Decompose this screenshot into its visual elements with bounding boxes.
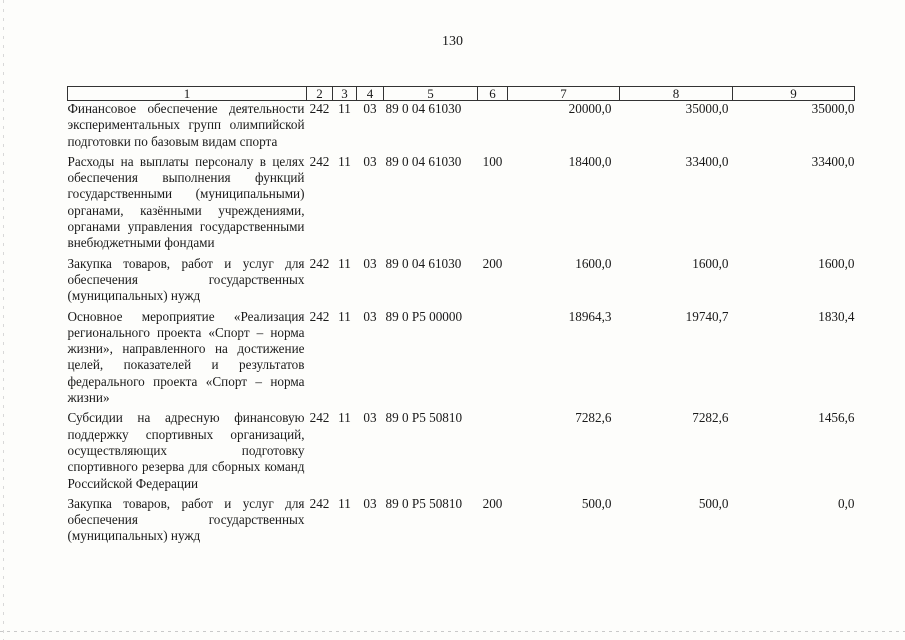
column-header-2: 2 xyxy=(307,87,333,101)
table-row xyxy=(68,496,855,545)
column-header-7: 7 xyxy=(508,87,620,101)
row-code-3: 11 xyxy=(338,410,351,426)
scan-left-edge xyxy=(3,0,4,640)
row-value-8: 1600,0 xyxy=(692,255,729,271)
row-code-5: 89 0 04 61030 xyxy=(385,255,462,271)
row-value-7: 7282,6 xyxy=(575,410,612,426)
row-value-9: 1600,0 xyxy=(818,255,855,271)
column-header-9: 9 xyxy=(733,87,855,101)
table-row xyxy=(68,256,855,305)
row-value-7: 1600,0 xyxy=(575,255,612,271)
row-code-3: 11 xyxy=(338,153,351,169)
page-number: 130 xyxy=(442,34,463,49)
column-header-5: 5 xyxy=(384,87,478,101)
row-code-3: 11 xyxy=(338,495,351,511)
row-value-8: 35000,0 xyxy=(685,101,729,116)
row-code-6: 200 xyxy=(482,495,503,511)
column-header-3: 3 xyxy=(333,87,357,101)
row-code-3: 11 xyxy=(338,255,351,271)
row-code-6 xyxy=(478,101,508,150)
row-name: Основное мероприятие «Реализация регионального проекта «Спорт – норма жизни», направленного на достижение целей, показателей и результатов федерального проекта «Спорт – норма жизни» xyxy=(67,308,305,406)
row-code-4: 03 xyxy=(363,153,377,169)
row-value-8: 33400,0 xyxy=(685,153,729,169)
row-code-5: 89 0 P5 00000 xyxy=(385,308,463,324)
row-name: Субсидии на адресную финансовую поддержку спортивных организаций, осуществляющих подготовку спортивного резерва для сборных команд Российской Федерации xyxy=(67,410,305,491)
column-header-4: 4 xyxy=(357,87,384,101)
budget-table xyxy=(67,86,855,545)
row-value-9: 33400,0 xyxy=(811,153,855,169)
table-row xyxy=(68,309,855,407)
row-code-3: 11 xyxy=(338,101,351,116)
column-header-1: 1 xyxy=(68,87,307,101)
row-code-5: 89 0 P5 50810 xyxy=(385,495,463,511)
table-row xyxy=(68,101,855,150)
table-row xyxy=(68,154,855,252)
row-code-2: 242 xyxy=(309,153,330,169)
row-code-2: 242 xyxy=(309,410,330,426)
row-code-2: 242 xyxy=(309,495,330,511)
row-value-8: 19740,7 xyxy=(685,308,729,324)
row-name: Закупка товаров, работ и услуг для обеспечения государственных (муниципальных) нужд xyxy=(67,255,305,304)
row-value-7: 500,0 xyxy=(581,495,612,511)
row-code-4: 03 xyxy=(363,410,377,426)
row-code-6: 100 xyxy=(482,153,503,169)
row-code-5: 89 0 04 61030 xyxy=(385,101,462,116)
row-value-9: 1456,6 xyxy=(818,410,855,426)
row-value-7: 18964,3 xyxy=(568,308,612,324)
row-name: Расходы на выплаты персоналу в целях обеспечения выполнения функций государственными (муниципальными) органами, казёнными учреждениями, органами управления государственными внебюджетными фондами xyxy=(67,153,305,251)
row-value-9: 35000,0 xyxy=(811,101,855,116)
column-header-8: 8 xyxy=(620,87,733,101)
row-code-5: 89 0 04 61030 xyxy=(385,153,462,169)
column-header-6: 6 xyxy=(478,87,508,101)
row-value-8: 7282,6 xyxy=(692,410,729,426)
row-value-7: 20000,0 xyxy=(568,101,612,116)
row-code-6 xyxy=(478,410,508,491)
row-code-5: 89 0 P5 50810 xyxy=(385,410,463,426)
row-code-4: 03 xyxy=(363,495,377,511)
row-code-4: 03 xyxy=(363,308,377,324)
row-code-3: 11 xyxy=(338,308,351,324)
row-code-4: 03 xyxy=(363,255,377,271)
row-name: Закупка товаров, работ и услуг для обеспечения государственных (муниципальных) нужд xyxy=(67,495,305,544)
row-value-9: 0,0 xyxy=(838,495,855,511)
scan-bottom-edge xyxy=(0,631,905,632)
row-value-9: 1830,4 xyxy=(818,308,855,324)
row-code-4: 03 xyxy=(363,101,377,116)
row-value-7: 18400,0 xyxy=(568,153,612,169)
row-code-6 xyxy=(478,309,508,407)
row-code-2: 242 xyxy=(309,308,330,324)
row-code-2: 242 xyxy=(309,255,330,271)
row-value-8: 500,0 xyxy=(698,495,729,511)
row-code-6: 200 xyxy=(482,255,503,271)
row-name: Финансовое обеспечение деятельности экспериментальных групп олимпийской подготовки по базовым видам спорта xyxy=(67,101,305,149)
table-row xyxy=(68,410,855,491)
row-code-2: 242 xyxy=(309,101,330,116)
table-header-row xyxy=(68,87,855,101)
